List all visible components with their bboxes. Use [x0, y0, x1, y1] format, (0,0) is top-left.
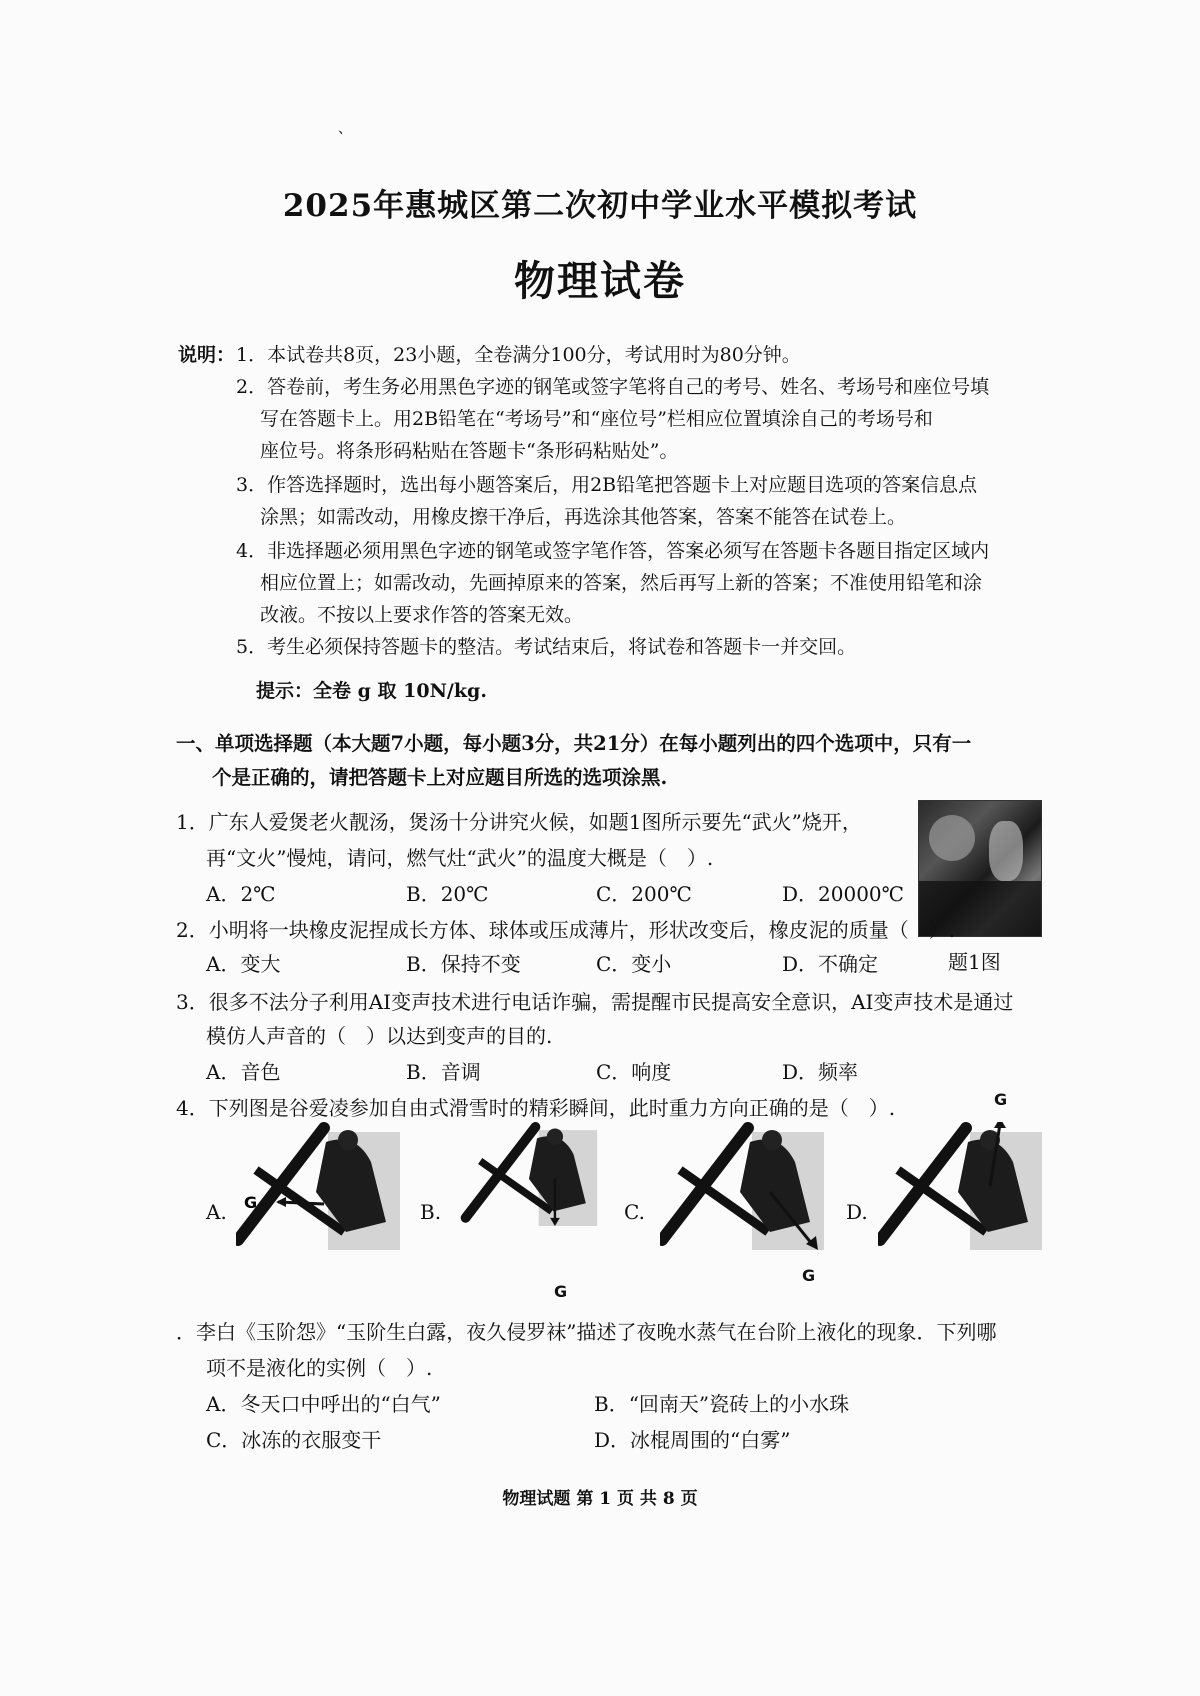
exam-title: 2025年惠城区第二次初中学业水平模拟考试 [282, 188, 918, 224]
question-5-cont: 项不是液化的实例（ ）. [206, 1356, 433, 1380]
q5-option-b: B．“回南天”瓷砖上的小水珠 [594, 1392, 850, 1416]
q1-option-c: C．200℃ [596, 882, 692, 906]
q4-figure-b-label: B. [420, 1200, 442, 1224]
instruction-line: 3．作答选择题时，选出每小题答案后，用2B铅笔把答题卡上对应题目选项的答案信息点 [236, 474, 978, 496]
q1-option-d: D．20000℃ [782, 882, 905, 906]
q4-figure-d-label: D. [846, 1200, 868, 1224]
q2-option-b: B．保持不变 [406, 952, 521, 976]
q4-force-label-b: G [554, 1282, 568, 1301]
q5-option-a: A．冬天口中呼出的“白气” [206, 1392, 441, 1416]
q4-figure-d [878, 1122, 1048, 1252]
paper-title: 物理试卷 [514, 257, 686, 305]
q4-force-label-c: G [802, 1266, 816, 1285]
q3-option-b: B．音调 [406, 1060, 481, 1084]
q4-figure-a [236, 1122, 406, 1252]
instruction-line: 1．本试卷共8页，23小题，全卷满分100分，考试用时为80分钟。 [236, 344, 801, 366]
question-3-cont: 模仿人声音的（ ）以达到变声的目的. [206, 1024, 553, 1048]
q4-figure-a-label: A. [206, 1200, 227, 1224]
question-5: ．李白《玉阶怨》“玉阶生白露，夜久侵罗袜”描述了夜晚水蒸气在台阶上液化的现象．下列哪 [176, 1320, 997, 1344]
page-footer: 物理试题 第 1 页 共 8 页 [502, 1489, 698, 1509]
instruction-line: 5．考生必须保持答题卡的整洁。考试结束后，将试卷和答题卡一并交回。 [236, 636, 857, 658]
q4-force-label-d: G [994, 1090, 1008, 1109]
q4-figure-c [660, 1122, 830, 1252]
scan-mark: 、 [338, 121, 352, 137]
question-1: 1．广东人爱煲老火靓汤，煲汤十分讲究火候，如题1图所示要先“武火”烧开， [176, 810, 862, 834]
q5-option-d: D．冰棍周围的“白雾” [594, 1428, 791, 1452]
instruction-line: 座位号。将条形码粘贴在答题卡“条形码粘贴处”。 [260, 440, 679, 462]
question-3: 3．很多不法分子利用AI变声技术进行电话诈骗，需提醒市民提高安全意识，AI变声技术是通过 [176, 990, 1014, 1014]
q3-option-a: A．音色 [206, 1060, 281, 1084]
instruction-line: 涂黑；如需改动，用橡皮擦干净后，再选涂其他答案，答案不能答在试卷上。 [260, 506, 907, 528]
question-1-cont: 再“文火”慢炖，请问，燃气灶“武火”的温度大概是（ ）. [206, 846, 714, 870]
question-4: 4．下列图是谷爱凌参加自由式滑雪时的精彩瞬间，此时重力方向正确的是（ ）. [176, 1096, 896, 1120]
section-heading: 一、单项选择题（本大题7小题，每小题3分，共21分）在每小题列出的四个选项中，只有一 [176, 732, 972, 755]
q2-option-a: A．变大 [206, 952, 281, 976]
q1-option-a: A．2℃ [206, 882, 276, 906]
q4-figure-c-label: C. [624, 1200, 645, 1224]
q1-figure-caption: 题1图 [948, 950, 1001, 974]
q5-option-c: C．冰冻的衣服变干 [206, 1428, 382, 1452]
instruction-line: 4．非选择题必须用黑色字迹的钢笔或签字笔作答，答案必须写在答题卡各题目指定区域内 [236, 540, 990, 562]
q4-force-label-a: G [244, 1193, 258, 1212]
instruction-line: 2．答卷前，考生务必用黑色字迹的钢笔或签字笔将自己的考号、姓名、考场号和座位号填 [236, 376, 990, 398]
instruction-line: 相应位置上；如需改动，先画掉原来的答案，然后再写上新的答案；不准使用铅笔和涂 [260, 572, 983, 594]
q4-figure-b [448, 1122, 618, 1252]
q2-option-d: D．不确定 [782, 952, 879, 976]
section-heading-cont: 个是正确的，请把答题卡上对应题目所选的选项涂黑. [212, 766, 668, 789]
hint-text: 提示：全卷 g 取 10N/kg. [256, 680, 487, 702]
q2-option-c: C．变小 [596, 952, 672, 976]
instructions-label: 说明： [178, 344, 236, 366]
q1-option-b: B．20℃ [406, 882, 489, 906]
instruction-line: 改液。不按以上要求作答的答案无效。 [260, 604, 584, 626]
instruction-line: 写在答题卡上。用2B铅笔在“考场号”和“座位号”栏相应位置填涂自己的考场号和 [260, 408, 933, 430]
q3-option-d: D．频率 [782, 1060, 859, 1084]
question-2: 2．小明将一块橡皮泥捏成长方体、球体或压成薄片，形状改变后，橡皮泥的质量（ ）. [176, 918, 956, 942]
q3-option-c: C．响度 [596, 1060, 672, 1084]
